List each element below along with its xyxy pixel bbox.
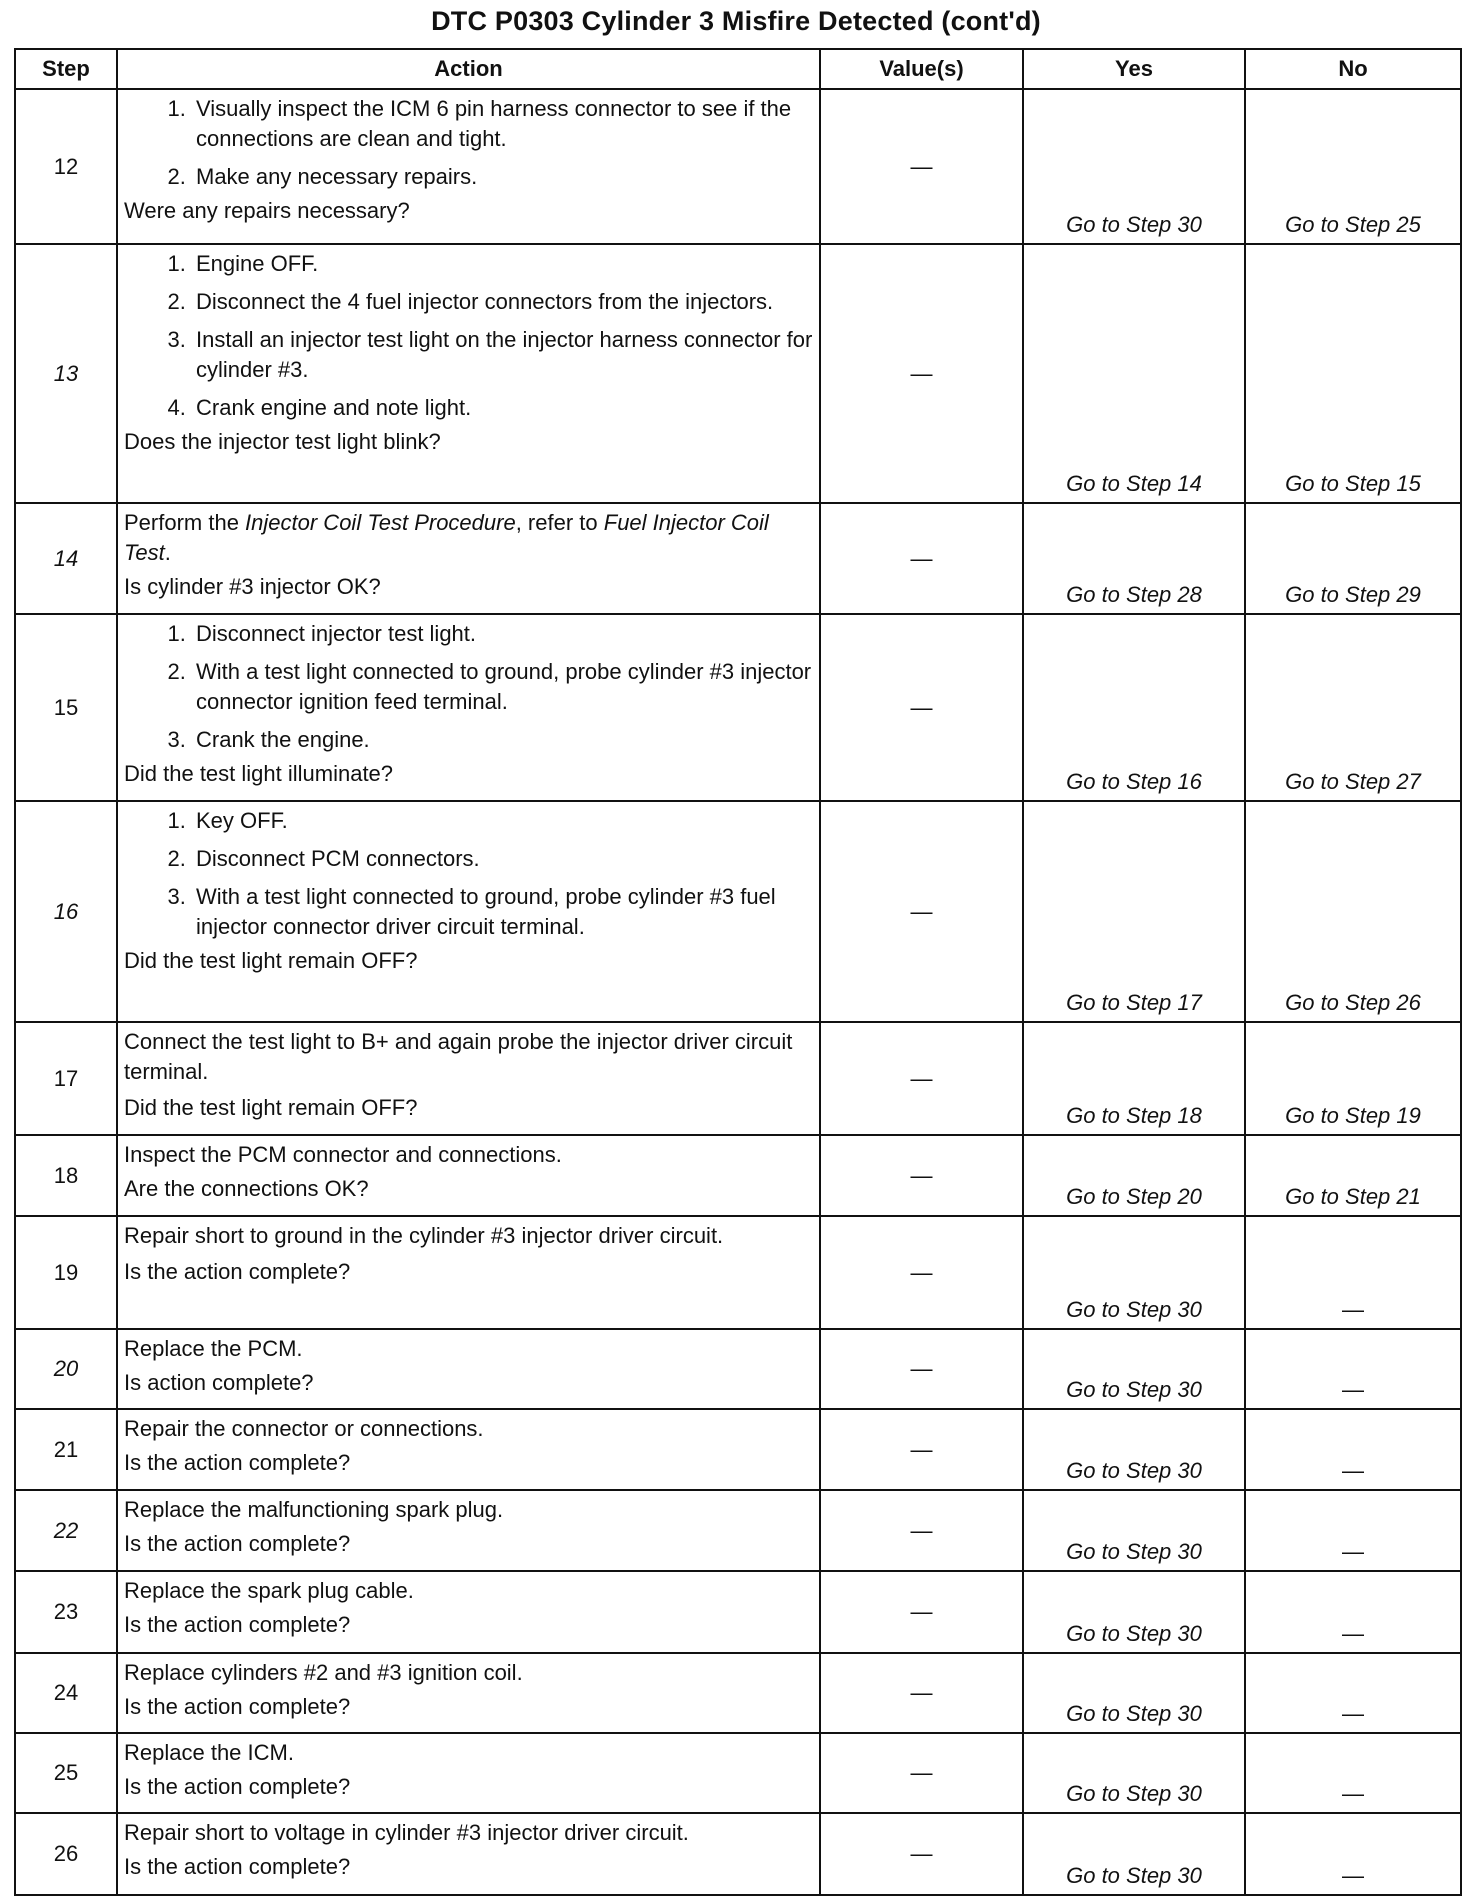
step-number: 22: [15, 1490, 117, 1571]
action-cell: [117, 1022, 820, 1135]
action-paragraph: Replace the PCM.: [124, 1336, 303, 1361]
value-cell: —: [820, 1490, 1023, 1571]
action-cell: [117, 89, 820, 244]
action-item: 1. Engine OFF.: [192, 249, 813, 279]
action-cell: [117, 1135, 820, 1216]
action-paragraph: Replace the spark plug cable.: [124, 1578, 414, 1603]
action-question: Did the test light remain OFF?: [124, 948, 418, 973]
no-cell: Go to Step 21: [1245, 1135, 1461, 1216]
step-number: 25: [15, 1733, 117, 1813]
action-text: .: [164, 540, 171, 565]
action-list: [124, 806, 813, 942]
action-cell: [117, 614, 820, 801]
table-row: [15, 89, 1461, 244]
yes-cell: Go to Step 30: [1023, 1653, 1245, 1733]
action-paragraph: [124, 508, 813, 568]
action-cell: [117, 1409, 820, 1490]
no-cell: Go to Step 25: [1245, 89, 1461, 244]
step-number: 16: [15, 801, 117, 1022]
action-question: Is the action complete?: [124, 1450, 351, 1475]
step-number: 26: [15, 1813, 117, 1895]
table-row: [15, 1329, 1461, 1409]
procedure-reference: Injector Coil Test Procedure: [245, 510, 516, 535]
action-paragraph: Replace the malfunctioning spark plug.: [124, 1497, 504, 1522]
yes-cell: Go to Step 30: [1023, 1813, 1245, 1895]
action-cell: [117, 1490, 820, 1571]
header-no: No: [1245, 49, 1461, 89]
no-cell: —: [1245, 1490, 1461, 1571]
yes-cell: Go to Step 28: [1023, 503, 1245, 614]
step-number: 15: [15, 614, 117, 801]
step-number: 17: [15, 1022, 117, 1135]
action-cell: [117, 801, 820, 1022]
no-cell: —: [1245, 1329, 1461, 1409]
table-row: [15, 1571, 1461, 1653]
yes-cell: Go to Step 17: [1023, 801, 1245, 1022]
diagnostic-table: [14, 48, 1462, 1896]
action-cell: [117, 1571, 820, 1653]
header-yes: Yes: [1023, 49, 1245, 89]
step-number: 13: [15, 244, 117, 503]
value-cell: —: [820, 1733, 1023, 1813]
action-cell: [117, 1216, 820, 1329]
action-paragraph: Repair the connector or connections.: [124, 1416, 484, 1441]
action-list: [124, 619, 813, 755]
action-paragraph: Replace cylinders #2 and #3 ignition coil.: [124, 1660, 523, 1685]
table-row: [15, 503, 1461, 614]
step-number: 12: [15, 89, 117, 244]
table-row: [15, 1216, 1461, 1329]
value-cell: —: [820, 1329, 1023, 1409]
value-cell: —: [820, 1216, 1023, 1329]
no-cell: Go to Step 26: [1245, 801, 1461, 1022]
table-row: [15, 1653, 1461, 1733]
action-question: Is the action complete?: [124, 1694, 351, 1719]
no-cell: —: [1245, 1409, 1461, 1490]
header-action: Action: [117, 49, 820, 89]
yes-cell: Go to Step 20: [1023, 1135, 1245, 1216]
value-cell: —: [820, 244, 1023, 503]
action-question: Is action complete?: [124, 1370, 314, 1395]
action-item: 1. Disconnect injector test light.: [192, 619, 813, 649]
yes-cell: Go to Step 30: [1023, 1571, 1245, 1653]
step-number: 21: [15, 1409, 117, 1490]
action-cell: [117, 244, 820, 503]
table-row: [15, 1733, 1461, 1813]
value-cell: —: [820, 1813, 1023, 1895]
no-cell: Go to Step 15: [1245, 244, 1461, 503]
step-number: 19: [15, 1216, 117, 1329]
action-question: Is the action complete?: [124, 1774, 351, 1799]
value-cell: —: [820, 1409, 1023, 1490]
no-cell: —: [1245, 1216, 1461, 1329]
action-item: 3. Crank the engine.: [192, 725, 813, 755]
action-paragraph: Repair short to voltage in cylinder #3 injector driver circuit.: [124, 1820, 689, 1845]
value-cell: —: [820, 1571, 1023, 1653]
header-values: Value(s): [820, 49, 1023, 89]
yes-cell: Go to Step 30: [1023, 1409, 1245, 1490]
header-step: Step: [15, 49, 117, 89]
step-number: 24: [15, 1653, 117, 1733]
action-question: Is the action complete?: [124, 1854, 351, 1879]
no-cell: —: [1245, 1653, 1461, 1733]
value-cell: —: [820, 801, 1023, 1022]
action-item: 1. Visually inspect the ICM 6 pin harness connector to see if the connections are clean and tight.: [192, 94, 813, 154]
no-cell: —: [1245, 1571, 1461, 1653]
page-title: DTC P0303 Cylinder 3 Misfire Detected (cont'd): [431, 6, 1041, 36]
action-item: 1. Key OFF.: [192, 806, 813, 836]
no-cell: Go to Step 27: [1245, 614, 1461, 801]
yes-cell: Go to Step 16: [1023, 614, 1245, 801]
action-paragraph: Inspect the PCM connector and connections.: [124, 1142, 562, 1167]
action-cell: [117, 1733, 820, 1813]
action-paragraph: Repair short to ground in the cylinder #3 injector driver circuit.: [124, 1223, 724, 1248]
action-item: 3. Install an injector test light on the injector harness connector for cylinder #3.: [192, 325, 813, 385]
step-number: 14: [15, 503, 117, 614]
action-question: Is the action complete?: [124, 1531, 351, 1556]
table-row: [15, 1135, 1461, 1216]
action-question: Is the action complete?: [124, 1259, 351, 1284]
value-cell: —: [820, 1135, 1023, 1216]
header-row: [15, 49, 1461, 89]
table-row: [15, 1409, 1461, 1490]
step-number: 23: [15, 1571, 117, 1653]
yes-cell: Go to Step 30: [1023, 1733, 1245, 1813]
step-number: 20: [15, 1329, 117, 1409]
action-question: Are the connections OK?: [124, 1176, 369, 1201]
action-question: Were any repairs necessary?: [124, 198, 410, 223]
action-question: Is cylinder #3 injector OK?: [124, 574, 381, 599]
action-list: [124, 249, 813, 423]
action-question: Does the injector test light blink?: [124, 429, 441, 454]
no-cell: —: [1245, 1733, 1461, 1813]
action-item: 3. With a test light connected to ground, probe cylinder #3 fuel injector connector driver circuit terminal.: [192, 882, 813, 942]
value-cell: —: [820, 89, 1023, 244]
table-row: [15, 244, 1461, 503]
action-item: 4. Crank engine and note light.: [192, 393, 813, 423]
action-cell: [117, 1653, 820, 1733]
yes-cell: Go to Step 30: [1023, 1490, 1245, 1571]
action-text: Perform the: [124, 510, 246, 535]
table-row: [15, 1022, 1461, 1135]
action-item: 2. Disconnect the 4 fuel injector connectors from the injectors.: [192, 287, 813, 317]
no-cell: Go to Step 19: [1245, 1022, 1461, 1135]
action-paragraph: Connect the test light to B+ and again probe the injector driver circuit terminal.: [124, 1029, 793, 1084]
value-cell: —: [820, 1653, 1023, 1733]
value-cell: —: [820, 503, 1023, 614]
test-reference: Fuel Injector Coil Test: [124, 510, 769, 565]
yes-cell: Go to Step 30: [1023, 1329, 1245, 1409]
action-question: Did the test light illuminate?: [124, 761, 394, 786]
action-list: [124, 94, 813, 192]
yes-cell: Go to Step 14: [1023, 244, 1245, 503]
step-number: 18: [15, 1135, 117, 1216]
table-row: [15, 801, 1461, 1022]
action-cell: [117, 1813, 820, 1895]
action-text: , refer to: [515, 510, 604, 535]
table-row: [15, 614, 1461, 801]
no-cell: —: [1245, 1813, 1461, 1895]
no-cell: Go to Step 29: [1245, 503, 1461, 614]
action-cell: [117, 1329, 820, 1409]
table-row: [15, 1813, 1461, 1895]
value-cell: —: [820, 614, 1023, 801]
yes-cell: Go to Step 30: [1023, 89, 1245, 244]
action-item: 2. Disconnect PCM connectors.: [192, 844, 813, 874]
action-question: Did the test light remain OFF?: [124, 1095, 418, 1120]
yes-cell: Go to Step 30: [1023, 1216, 1245, 1329]
action-item: 2. Make any necessary repairs.: [192, 162, 813, 192]
action-question: Is the action complete?: [124, 1612, 351, 1637]
yes-cell: Go to Step 18: [1023, 1022, 1245, 1135]
action-item: 2. With a test light connected to ground, probe cylinder #3 injector connector ignition feed terminal.: [192, 657, 813, 717]
table-row: [15, 1490, 1461, 1571]
value-cell: —: [820, 1022, 1023, 1135]
action-paragraph: Replace the ICM.: [124, 1740, 294, 1765]
action-cell: [117, 503, 820, 614]
